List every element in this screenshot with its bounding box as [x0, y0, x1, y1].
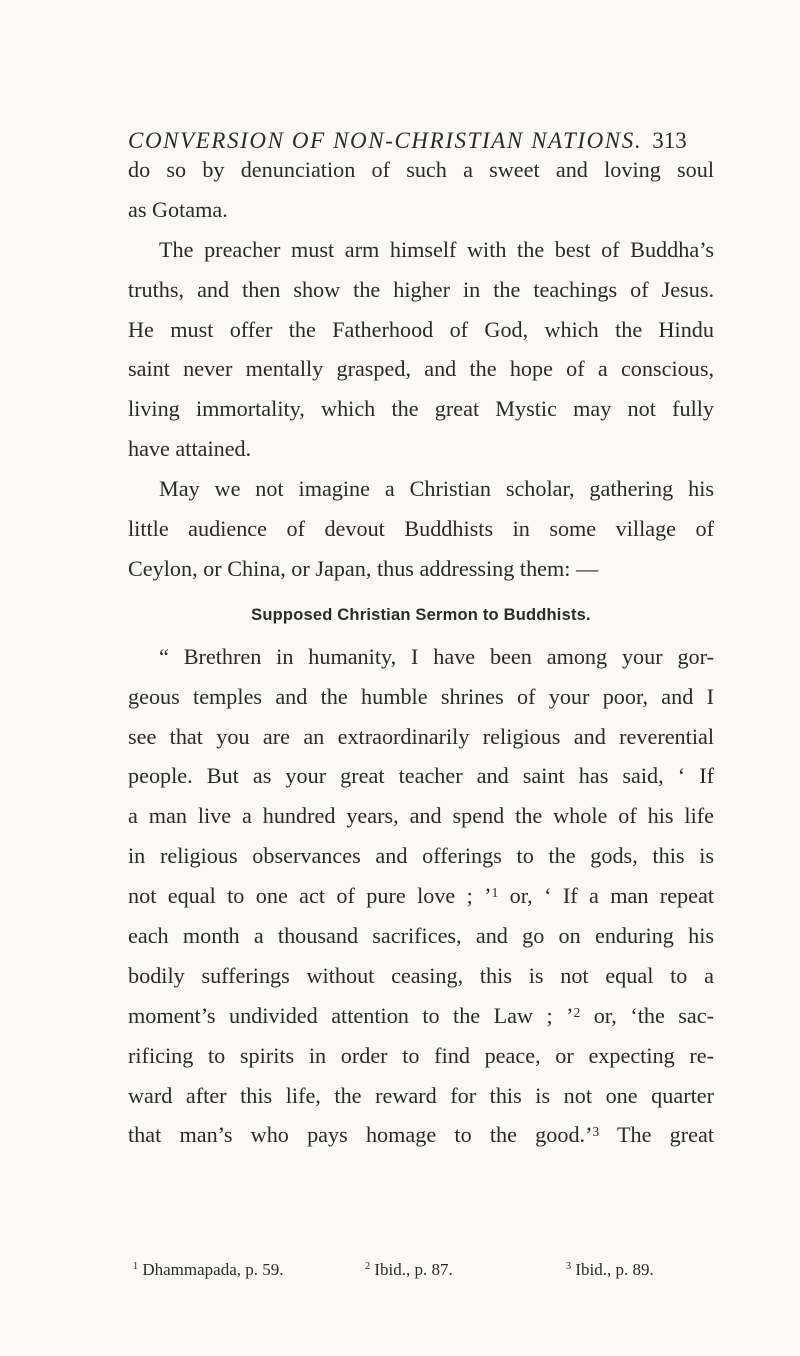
note-ref: 1 — [491, 885, 499, 901]
body-line: Ceylon, or China, or Japan, thus addressing them: — — [128, 555, 599, 581]
body-line: saint never mentally grasped, and the hope of a conscious, — [128, 356, 714, 382]
sermon-line — [128, 876, 714, 916]
sermon-line: in religious observances and offerings to the gods, this is — [128, 843, 714, 869]
body-line: May we not imagine a Christian scholar, gathering his — [159, 476, 714, 502]
footnote-text: Ibid., p. 87. — [374, 1260, 453, 1279]
sermon-line — [128, 1115, 714, 1155]
sermon-line: “ Brethren in humanity, I have been among your gor- — [159, 643, 714, 669]
running-title: CONVERSION OF NON-CHRISTIAN NATIONS. — [128, 128, 643, 153]
footnote-marker: 3 — [566, 1261, 572, 1272]
note-ref: 3 — [592, 1124, 600, 1140]
sermon-line: geous temples and the humble shrines of your poor, and I — [128, 683, 714, 709]
footnote — [133, 1255, 284, 1285]
footnote-text: Dhammapada, p. 59. — [142, 1260, 284, 1279]
sermon-text: moment’s undivided attention to the Law ; ’ — [128, 1002, 574, 1028]
sermon-text: not equal to one act of pure love ; ’ — [128, 883, 492, 909]
footnote-marker: 2 — [365, 1261, 371, 1272]
footnote-marker: 1 — [133, 1261, 139, 1272]
sermon-line: a man live a hundred years, and spend the whole of his life — [128, 803, 714, 829]
body-line: truths, and then show the higher in the teachings of Jesus. — [128, 276, 714, 302]
sermon-text: or, ‘the sac- — [593, 1002, 714, 1028]
sermon-line: bodily sufferings without ceasing, this is not equal to a — [128, 962, 714, 988]
sermon-line: people. But as your great teacher and saint has said, ‘ If — [128, 763, 714, 789]
section-subheading: Supposed Christian Sermon to Buddhists. — [251, 605, 591, 624]
body-line: little audience of devout Buddhists in some village of — [128, 516, 714, 542]
sermon-line: ward after this life, the reward for this is not one quarter — [128, 1082, 714, 1108]
footnotes — [128, 1255, 714, 1285]
sermon-text: The great — [616, 1122, 714, 1148]
footnote-text: Ibid., p. 89. — [575, 1260, 654, 1279]
body-line: have attained. — [128, 436, 252, 462]
page-number: 313 — [652, 128, 687, 153]
body-line: do so by denunciation of such a sweet and loving soul — [128, 157, 714, 182]
sermon-text: or, ‘ If a man repeat — [509, 883, 714, 909]
sermon-text: that man’s who pays homage to the good.’ — [128, 1122, 593, 1148]
body-line: The preacher must arm himself with the best of Buddha’s — [159, 236, 714, 262]
body-line: He must offer the Fatherhood of God, which the Hindu — [128, 316, 714, 342]
page-body — [128, 150, 714, 1155]
sermon-line: rificing to spirits in order to find peace, or expecting re- — [128, 1042, 714, 1068]
body-line: living immortality, which the great Mystic may not fully — [128, 396, 714, 422]
sermon-line: see that you are an extraordinarily religious and reverential — [128, 723, 714, 749]
note-ref: 2 — [573, 1004, 581, 1020]
sermon-line — [128, 996, 714, 1036]
footnote — [566, 1255, 654, 1285]
sermon-line: each month a thousand sacrifices, and go on enduring his — [128, 923, 714, 949]
body-line: as Gotama. — [128, 196, 228, 222]
footnote — [365, 1255, 453, 1285]
